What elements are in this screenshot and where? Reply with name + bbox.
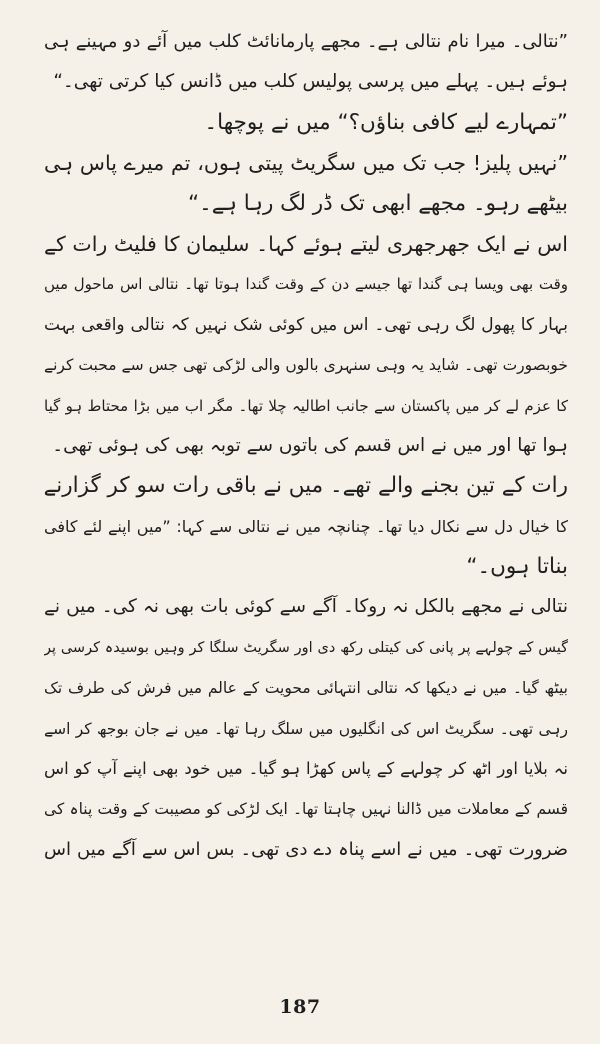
text-line: ”نہیں پلیز! جب تک میں سگریٹ پیتی ہوں، تم میرے پاس ہی	[44, 151, 568, 176]
text-line: بہار کا پھول لگ رہی تھی۔ اس میں کوئی شک نہیں کہ نتالی واقعی بہت	[44, 314, 568, 335]
text-line: نہ بلایا اور اٹھ کر چولہے کے پاس کھڑا ہو گیا۔ میں خود بھی اپنے آپ کو اس	[44, 759, 568, 779]
text-line: کا خیال دل سے نکال دیا تھا۔ چنانچہ میں نے نتالی سے کہا: ”میں اپنے لئے کافی	[44, 516, 568, 536]
text-line: اس نے ایک جھرجھری لیتے ہوئے کہا۔ سلیمان کا فلیٹ رات کے	[44, 231, 568, 256]
text-line: کا عزم لے کر میں پاکستان سے جانب اطالیہ چلا تھا۔ مگر اب میں بڑا محتاط ہو گیا	[44, 396, 568, 415]
text-line: ہوئے ہیں۔ پہلے میں پرسی پولیس کلب میں ڈانس کیا کرتی تھی۔“	[53, 71, 568, 93]
text-line: قسم کے معاملات میں ڈالنا نہیں چاہتا تھا۔ ایک لڑکی کو مصیبت کے وقت پناہ کی	[44, 800, 568, 819]
text-line: گیس کے چولہے پر پانی کی کیتلی رکھ دی اور سگریٹ سلگا کر وہیں بوسیدہ کرسی پر	[44, 639, 568, 656]
text-line: ”تمہارے لیے کافی بناؤں؟“ میں نے پوچھا۔	[204, 109, 568, 135]
text-line: بیٹھ گیا۔ میں نے دیکھا کہ نتالی انتہائی محویت کے عالم میں فرش کی طرف تک	[44, 679, 568, 698]
text-line: رہی تھی۔ سگریٹ اس کی انگلیوں میں سلگ رہا تھا۔ میں نے جان بوجھ کر اسے	[44, 719, 568, 738]
text-line: ”نتالی۔ میرا نام نتالی ہے۔ مجھے پارمانائٹ کلب میں آئے دو مہینے ہی	[44, 31, 568, 52]
text-line: وقت بھی ویسا ہی گندا تھا جیسے دن کے وقت گندا ہوتا تھا۔ نتالی اس ماحول میں	[44, 275, 568, 294]
page-text	[44, 22, 568, 870]
text-line: رات کے تین بجنے والے تھے۔ میں نے باقی رات سو کر گزارنے	[44, 473, 568, 499]
text-line: نتالی نے مجھے بالکل نہ روکا۔ آگے سے کوئی بات بھی نہ کی۔ میں نے	[44, 596, 568, 618]
text-line: خوبصورت تھی۔ شاید یہ وہی سنہری بالوں والی لڑکی تھی جس سے محبت کرنے	[44, 356, 568, 375]
text-line: ہوا تھا اور میں نے اس قسم کی باتوں سے توبہ بھی کی ہوئی تھی۔	[52, 434, 568, 456]
text-line: بیٹھے رہو۔ مجھے ابھی تک ڈر لگ رہا ہے۔“	[188, 190, 568, 216]
text-line: بناتا ہوں۔“	[466, 554, 568, 580]
page-number: 187	[279, 996, 321, 1018]
text-line: ضرورت تھی۔ میں نے اسے پناہ دے دی تھی۔ بس اس سے آگے میں اس	[44, 838, 568, 860]
